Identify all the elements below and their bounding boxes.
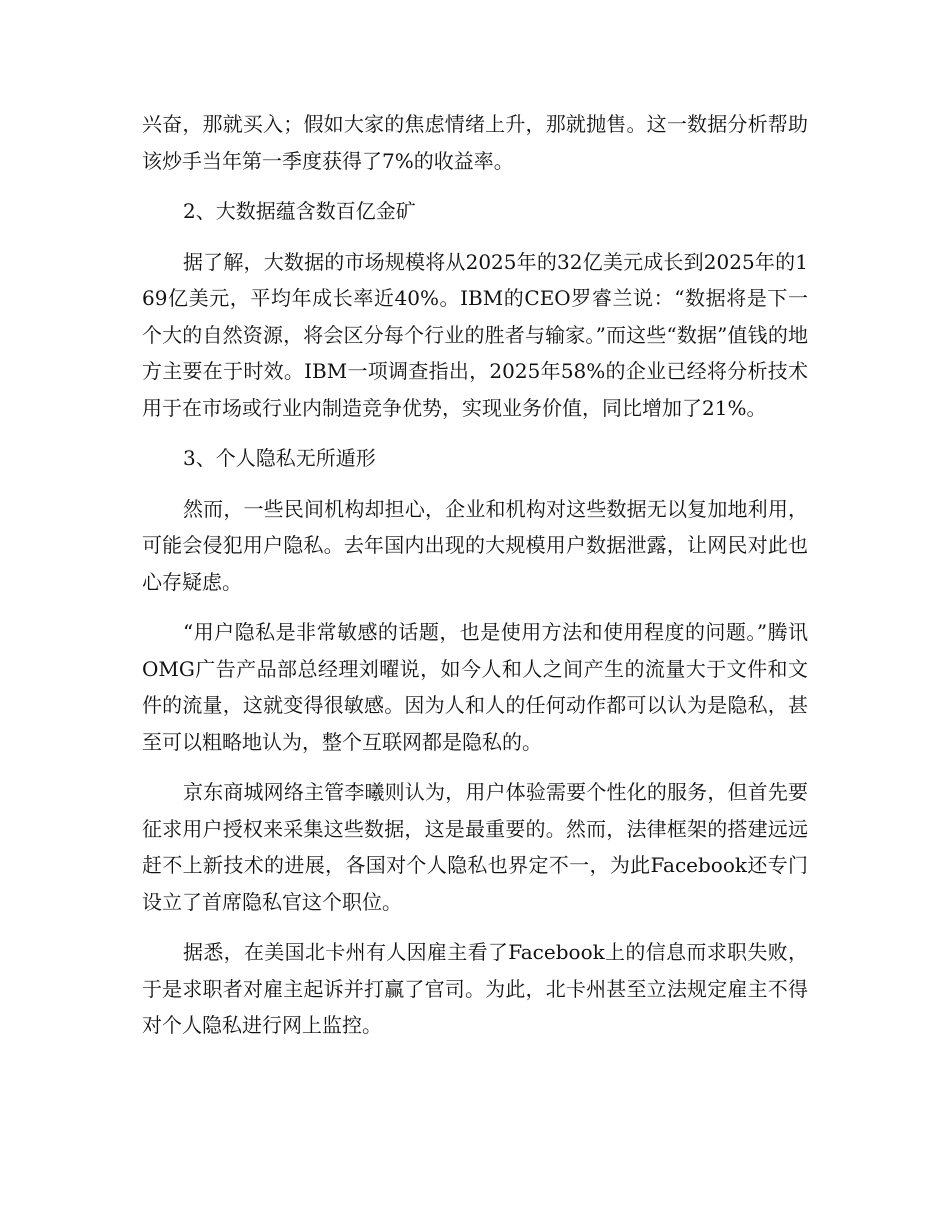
section-heading-2: 2、大数据蕴含数百亿金矿 bbox=[183, 199, 416, 223]
document-body bbox=[142, 106, 808, 1058]
paragraph-privacy-concern: 然而，一些民间机构却担心，企业和机构对这些数据无以复加地利用，可能会侵犯用户隐私。去年国内出现的大规模用户数据泄露，让网民对此也心存疑虑。 bbox=[142, 496, 808, 594]
paragraph-north-carolina: 据悉，在美国北卡州有人因雇主看了Facebook上的信息而求职失败，于是求职者对雇主起诉并打赢了官司。为此，北卡州甚至立法规定雇主不得对个人隐私进行网上监控。 bbox=[142, 940, 808, 1037]
paragraph-jd-opinion: 京东商城网络主管李曦则认为，用户体验需要个性化的服务，但首先要征求用户授权来采集这些数据，这是最重要的。然而，法律框架的搭建远远赶不上新技术的进展，各国对个人隐私也界定不一，为此Facebook还专门设立了首席隐私官这个职位。 bbox=[142, 780, 808, 914]
paragraph-tencent-quote: “用户隐私是非常敏感的话题，也是使用方法和使用程度的问题。”腾讯OMG广告产品部总经理刘曜说，如今人和人之间产生的流量大于文件和文件的流量，这就变得很敏感。因为人和人的任何动作都可以认为是隐私，甚至可以粗略地认为，整个互联网都是隐私的。 bbox=[142, 620, 808, 754]
paragraph-market-size: 据了解，大数据的市场规模将从2025年的32亿美元成长到2025年的169亿美元，平均年成长率近40%。IBM的CEO罗睿兰说：“数据将是下一个大的自然资源，将会区分每个行业的胜者与输家。”而这些“数据”值钱的地方主要在于时效。IBM一项调查指出，2025年58%的企业已经将分析技术用于在市场或行业内制造竞争优势，实现业务价值，同比增加了21%。 bbox=[142, 249, 808, 420]
section-heading-3: 3、个人隐私无所遁形 bbox=[183, 446, 376, 470]
paragraph-continuation: 兴奋，那就买入；假如大家的焦虑情绪上升，那就抛售。这一数据分析帮助该炒手当年第一季度获得了7%的收益率。 bbox=[142, 112, 808, 173]
